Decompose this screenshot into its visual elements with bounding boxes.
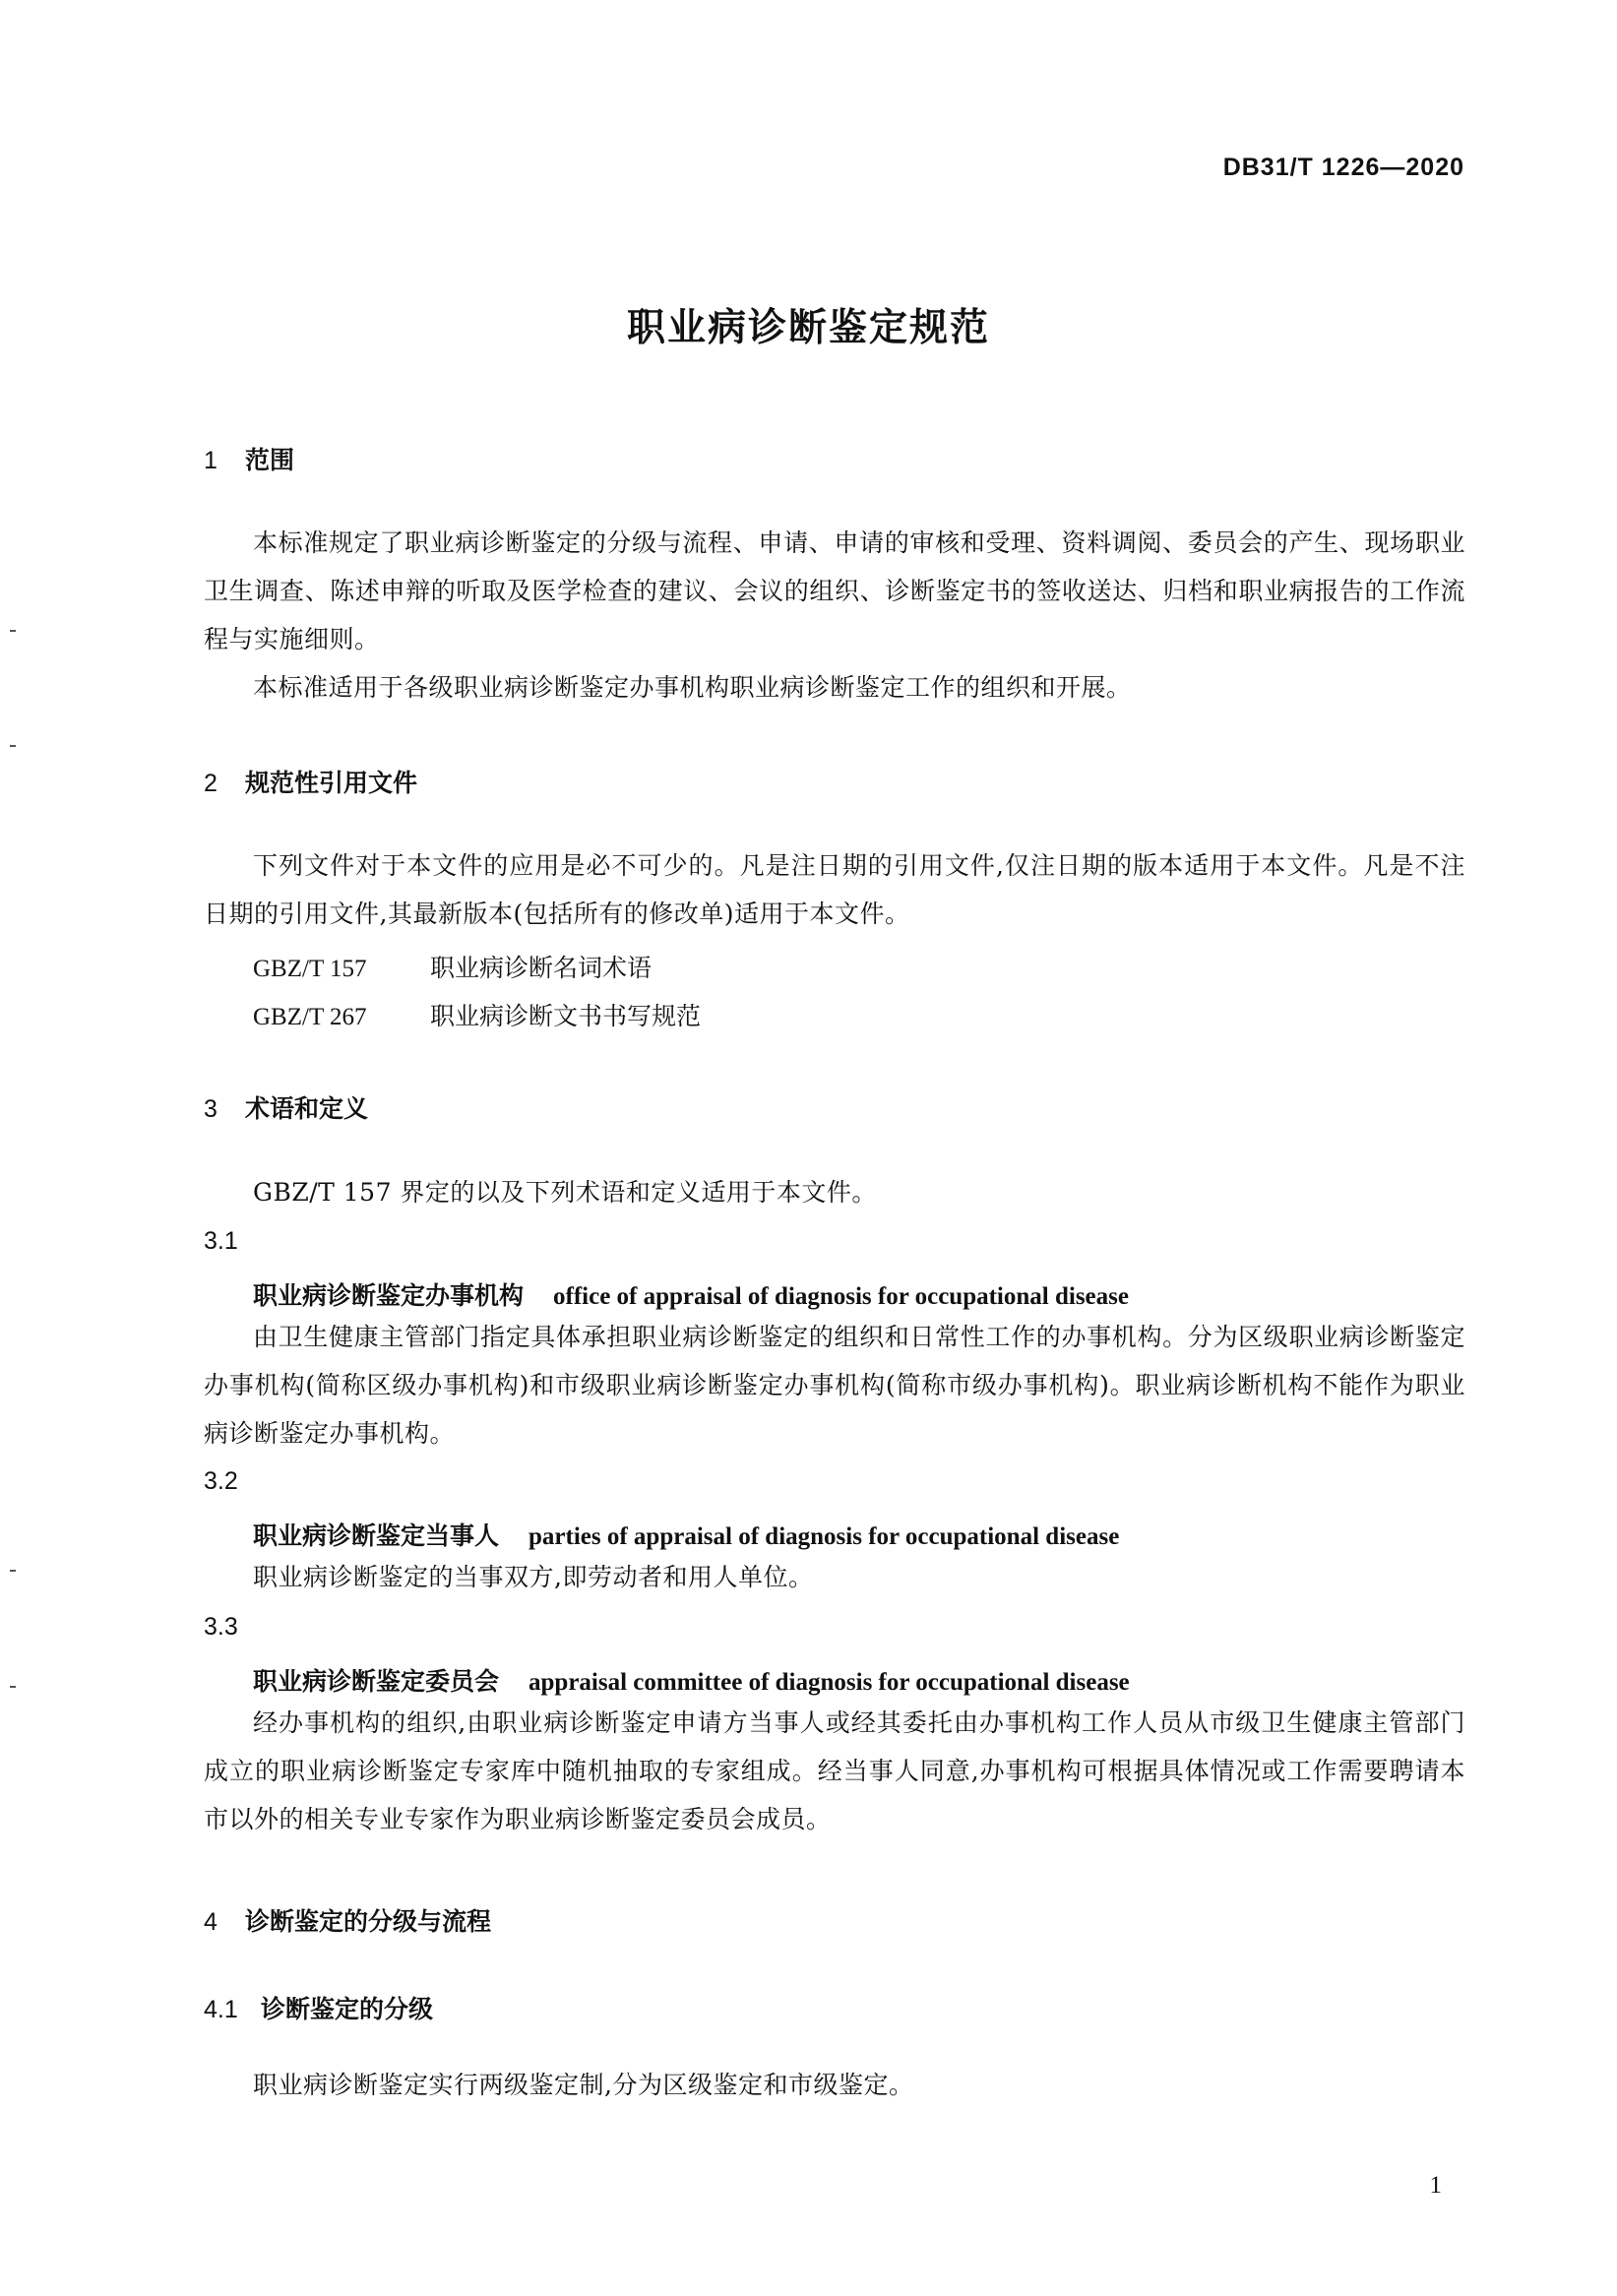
reference-name: 职业病诊断文书书写规范 bbox=[430, 1002, 702, 1030]
section-number: 1 bbox=[204, 447, 218, 474]
scan-speck bbox=[10, 1686, 16, 1688]
term-english: appraisal committee of diagnosis for occupational disease bbox=[529, 1669, 1130, 1696]
section-4-1-paragraph: 职业病诊断鉴定实行两级鉴定制,分为区级鉴定和市级鉴定。 bbox=[253, 2071, 914, 2099]
term-chinese: 职业病诊断鉴定办事机构 bbox=[253, 1281, 525, 1310]
document-title: 职业病诊断鉴定规范 bbox=[626, 306, 990, 350]
term-definition: 职业病诊断鉴定的当事双方,即劳动者和用人单位。 bbox=[253, 1563, 814, 1591]
section-2-paragraph: 下列文件对于本文件的应用是必不可少的。凡是注日期的引用文件,仅注日期的版本适用于本文件。凡是不注日期的引用文件,其最新版本(包括所有的修改单)适用于本文件。 bbox=[204, 851, 1465, 928]
term-definition: 经办事机构的组织,由职业病诊断鉴定申请方当事人或经其委托由办事机构工作人员从市级卫生健康主管部门成立的职业病诊断鉴定专家库中随机抽取的专家组成。经当事人同意,办事机构可根据具体情况或工作需要聘请本市以外的相关专业专家作为职业病诊断鉴定委员会成员。 bbox=[204, 1708, 1465, 1833]
scan-speck bbox=[10, 1570, 16, 1572]
term-heading bbox=[253, 1662, 1130, 1698]
term-heading bbox=[253, 1517, 1119, 1552]
scan-speck bbox=[10, 745, 16, 747]
term-english: office of appraisal of diagnosis for occupational disease bbox=[553, 1283, 1129, 1310]
subsection-number: 4.1 bbox=[204, 1996, 238, 2023]
section-1-heading bbox=[204, 441, 294, 476]
section-3-heading bbox=[204, 1089, 368, 1125]
term-chinese: 职业病诊断鉴定当事人 bbox=[253, 1521, 500, 1550]
section-4-1-heading bbox=[204, 1990, 433, 2025]
standard-code: DB31/T 1226—2020 bbox=[1222, 154, 1464, 181]
section-title: 规范性引用文件 bbox=[245, 769, 418, 797]
reference-code: GBZ/T 267 bbox=[253, 1004, 367, 1030]
page-number: 1 bbox=[1429, 2172, 1442, 2199]
term-number: 3.1 bbox=[204, 1227, 238, 1255]
section-number: 3 bbox=[204, 1095, 218, 1123]
section-number: 4 bbox=[204, 1908, 218, 1936]
term-definition: 由卫生健康主管部门指定具体承担职业病诊断鉴定的组织和日常性工作的办事机构。分为区级职业病诊断鉴定办事机构(简称区级办事机构)和市级职业病诊断鉴定办事机构(简称市级办事机构)。职业病诊断机构不能作为职业病诊断鉴定办事机构。 bbox=[204, 1323, 1465, 1448]
scan-speck bbox=[10, 630, 16, 632]
term-english: parties of appraisal of diagnosis for occupational disease bbox=[529, 1523, 1120, 1550]
section-title: 范围 bbox=[245, 446, 295, 474]
reference-item bbox=[253, 997, 701, 1032]
term-heading bbox=[253, 1276, 1129, 1312]
section-1-paragraph-2: 本标准适用于各级职业病诊断鉴定办事机构职业病诊断鉴定工作的组织和开展。 bbox=[253, 673, 1132, 702]
reference-code: GBZ/T 157 bbox=[253, 956, 367, 982]
reference-name: 职业病诊断名词术语 bbox=[430, 954, 653, 982]
subsection-title: 诊断鉴定的分级 bbox=[261, 1995, 434, 2023]
term-number: 3.3 bbox=[204, 1613, 238, 1641]
section-title: 术语和定义 bbox=[245, 1094, 369, 1123]
section-title: 诊断鉴定的分级与流程 bbox=[245, 1907, 492, 1936]
section-number: 2 bbox=[204, 770, 218, 797]
section-1-paragraph-1: 本标准规定了职业病诊断鉴定的分级与流程、申请、申请的审核和受理、资料调阅、委员会的产生、现场职业卫生调查、陈述申辩的听取及医学检查的建议、会议的组织、诊断鉴定书的签收送达、归档和职业病报告的工作流程与实施细则。 bbox=[204, 528, 1465, 653]
section-4-heading bbox=[204, 1902, 491, 1938]
term-number: 3.2 bbox=[204, 1467, 238, 1495]
reference-item bbox=[253, 949, 652, 984]
section-2-heading bbox=[204, 764, 417, 799]
section-3-intro: GBZ/T 157 界定的以及下列术语和定义适用于本文件。 bbox=[253, 1178, 877, 1207]
term-chinese: 职业病诊断鉴定委员会 bbox=[253, 1667, 500, 1696]
